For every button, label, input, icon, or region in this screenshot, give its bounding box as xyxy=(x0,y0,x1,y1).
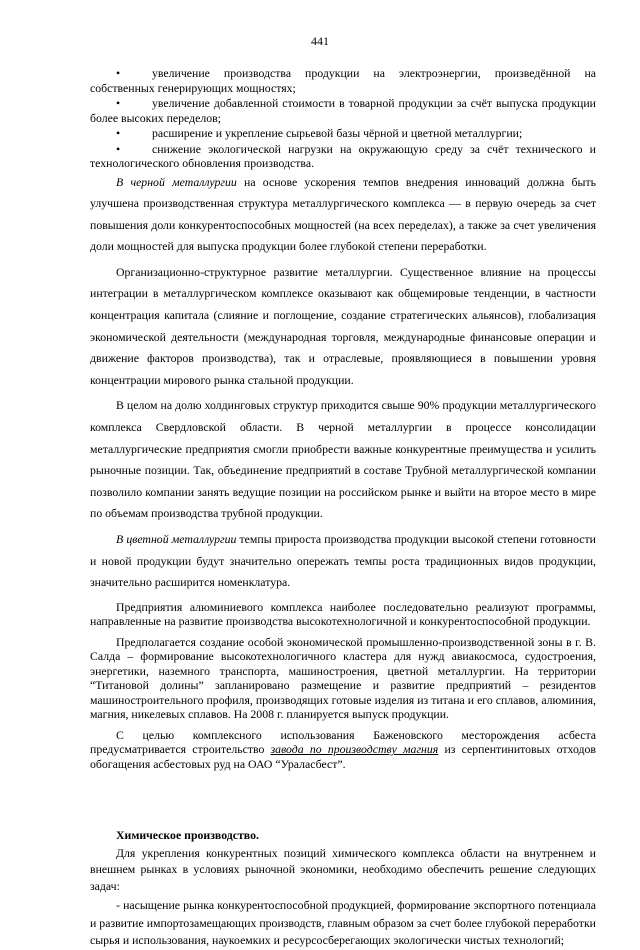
bullet-icon: • xyxy=(116,126,121,140)
paragraph-ferrous-metallurgy xyxy=(90,172,596,258)
paragraph-chemical-task: - насыщение рынка конкурентоспособной продукцией, формирование экспортного потенциала и развитие импортозамещающих производств, главным образом за счет более глубокой переработки сырья и использования, наукоемких и ресурсосберегающих экологически чистых технологий; xyxy=(90,898,596,948)
bullet-item xyxy=(90,96,596,125)
paragraph-text: на основе ускорения темпов внедрения инноваций должна быть улучшена производственная структура металлургического комплекса — в первую очередь за счет повышения доли конкурентоспособных мощностей (на всех переделах), а также за счет увеличения доли мощностей для выпуска продукции более глубокой степени переработки. xyxy=(90,174,596,254)
bullet-text: увеличение производства продукции на электроэнергии, произведённой на собственных генерирующих мощностях; xyxy=(90,66,596,95)
italic-term: В цветной металлургии xyxy=(116,532,237,546)
bullet-icon: • xyxy=(116,66,121,80)
section-heading: Химическое производство. xyxy=(116,828,259,843)
bullet-text: расширение и укрепление сырьевой базы чёрной и цветной металлургии; xyxy=(152,126,523,140)
italic-term: В черной металлургии xyxy=(116,174,237,189)
paragraph-chemical-intro: Для укрепления конкурентных позиций химического комплекса области на внутреннем и внешнем рынках в условиях рыночной экономики, необходимо обеспечить решение следующих задач: xyxy=(90,845,596,893)
paragraph-text: из серпентинитовых отходов обогащения асбестовых руд на ОАО “Ураласбест”. xyxy=(90,742,596,771)
bullet-text: снижение экологической нагрузки на окружающую среду за счёт технического и технологического обновления производства. xyxy=(90,141,596,170)
bullet-icon: • xyxy=(116,141,121,156)
bullet-item xyxy=(90,126,596,141)
paragraph-economic-zone: Предполагается создание особой экономической промышленно-производственной зоны в г. В. Салда – формирование высокотехнологичного кластера для нужд авиакосмоса, судостроения, энергетики, наземного транспорта, машиностроения, цветной металлургии. На территории “Титановой долины” запланировано размещение и развитие предприятий – резидентов машиностроительного профиля, производящих готовые изделия из титана и его сплавов, алюминия, магния, никелевых сплавов. На 2008 г. планируется выпуск продукции. xyxy=(90,634,596,722)
bullet-item xyxy=(90,66,596,95)
paragraph-nonferrous-metallurgy xyxy=(90,529,596,594)
underlined-term: завода по производству магния xyxy=(270,742,439,757)
paragraph-structural-development: Организационно-структурное развитие металлургии. Существенное влияние на процессы интеграции в металлургическом комплексе оказывают как общемировые тенденции, в частности концентрация капитала (слияние и поглощение, создание стратегических альянсов), глобализация экономической деятельности (международная торговля, международные финансовые операции и движение факторов производства), так и отраслевые, проявляющиеся в повышении уровня концентрации мирового рынка стальной продукции. xyxy=(90,264,596,387)
paragraph-asbestos xyxy=(90,728,596,772)
paragraph-holdings: В целом на долю холдинговых структур приходится свыше 90% продукции металлургического комплекса Свердловской области. В черной металлургии в процессе консолидации металлургические предприятия смогли приобрести важные конкурентные преимущества и усилить рыночные позиции. Так, объединение предприятий в составе Трубной металлургической компании позволило компании занять ведущие позиции на российском рынке и выйти на второе место в мире по объемам производства трубной продукции. xyxy=(90,398,596,521)
document-body xyxy=(90,66,596,950)
paragraph-aluminium: Предприятия алюминиевого комплекса наиболее последовательно реализуют программы, направленные на развитие производства высокотехнологичной и конкурентоспособной продукции. xyxy=(90,599,596,629)
bullet-icon: • xyxy=(116,96,121,110)
paragraph-text: С целью комплексного использования Баженовского месторождения асбеста предусматривается строительство xyxy=(90,727,596,757)
bullet-item xyxy=(90,142,596,171)
paragraph-text: темпы прироста производства продукции высокой степени готовности и новой продукции будут значительно опережать темпы роста традиционных видов продукции, значительно расширится номенклатура. xyxy=(90,532,596,590)
page-number: 441 xyxy=(311,34,329,48)
bullet-text: увеличение добавленной стоимости в товарной продукции за счёт выпуска продукции более высоких переделов; xyxy=(90,96,596,125)
